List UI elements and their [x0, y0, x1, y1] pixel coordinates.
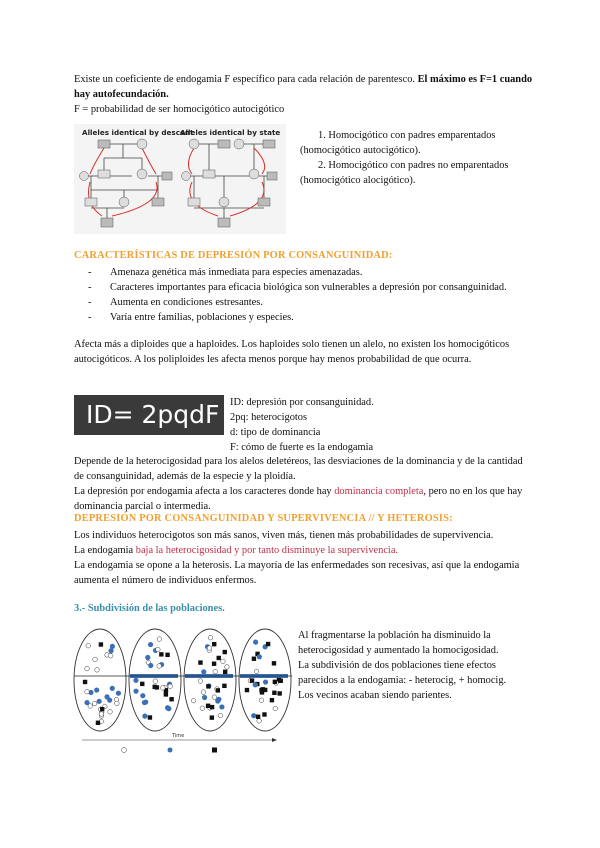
population-dot	[250, 678, 254, 682]
population-dot	[212, 662, 216, 666]
list-item: 2. Homocigótico con padres no emparentados (homocigótico alocigótico).	[300, 160, 509, 186]
population-dot	[133, 689, 138, 694]
population-dot	[253, 682, 258, 687]
pedigree-right-title: Alleles identical by state	[180, 128, 281, 137]
list-item: 1. Homocigótico con padres emparentados (homocigótico autocigótico).	[300, 130, 496, 156]
population-dot	[210, 705, 214, 709]
population-dot	[252, 657, 256, 661]
list-item: - Caracteres importantes para eficacia biológica son vulnerables a depresión por consanguinidad.	[88, 280, 518, 295]
formula-legend	[230, 395, 530, 455]
list-item: - Amenaza genética más inmediata para especies amenazadas.	[88, 265, 518, 280]
population-dot	[168, 684, 173, 689]
f-definition: F = probabilidad de ser homocigótico autocigótico	[74, 104, 285, 115]
population-dot	[85, 666, 90, 671]
population-dot	[212, 695, 217, 700]
population-dot	[99, 642, 103, 646]
population-dot	[260, 690, 264, 694]
legend-item: d: tipo de dominancia	[230, 427, 321, 438]
population-dot	[140, 693, 145, 698]
legend-item: 2pq: heterocigotos	[230, 412, 308, 423]
population-dot	[266, 642, 270, 646]
population-dot	[256, 715, 260, 719]
population-dot	[108, 653, 113, 658]
population-dot	[88, 704, 93, 709]
population-dot	[253, 640, 258, 645]
population-dot	[216, 688, 220, 692]
population-dot	[218, 713, 223, 718]
population-dot	[110, 686, 115, 691]
population-dot	[254, 669, 259, 674]
population-dot	[148, 715, 152, 719]
homozygote-types-list	[300, 128, 540, 188]
subdivision-paragraph: Al fragmentarse la población ha disminuido la heterocigosidad y aumentado la homocigosidad. La subdivisión de dos poblaciones tiene efectos parecidos a la endogamia: - heterocig, + homocig. Los vecinos acaban siendo parientes.	[298, 630, 507, 701]
intro-paragraph: Existe un coeficiente de endogamia F específico para cada relación de parentesco. El máximo es F=1 cuando hay autofecundación.	[74, 74, 533, 100]
population-dot	[85, 689, 90, 694]
population-dot	[104, 694, 109, 699]
population-dot	[198, 679, 203, 684]
population-dot	[201, 690, 206, 695]
population-dot	[200, 706, 205, 711]
population-dot	[206, 704, 210, 708]
characteristics-list	[88, 265, 518, 325]
population-dot	[273, 706, 278, 711]
population-dot	[223, 670, 227, 674]
population-dot	[215, 698, 220, 703]
population-dot	[86, 643, 91, 648]
population-dot	[153, 679, 158, 684]
population-dot	[99, 712, 104, 717]
list-item: - Varía entre familias, poblaciones y especies.	[88, 310, 518, 325]
population-dot	[116, 691, 121, 696]
population-subdivision-figure	[72, 626, 294, 756]
population-dot	[108, 648, 113, 653]
population-dot	[155, 685, 159, 689]
pedigree-left-title: Alleles identical by descent	[82, 128, 194, 137]
dominance-highlight: dominancia completa	[334, 486, 424, 497]
population-dot	[259, 698, 264, 703]
section-heading-subdivision: 3.- Subdivisión de las poblaciones.	[74, 603, 225, 614]
population-dot	[222, 684, 226, 688]
population-dot	[217, 656, 221, 660]
population-dot	[198, 660, 202, 664]
population-dot	[223, 650, 227, 654]
formula-box: ID= 2pqdF	[74, 395, 224, 435]
population-dot	[245, 688, 249, 692]
intro-bold-text: El máximo es F=1 cuando hay autofecundación	[74, 74, 533, 100]
population-dot	[208, 635, 213, 640]
heterosis-paragraph: La endogamia se opone a la heterosis. La mayoría de las enfermedades son recesivas, así que la endogamia aumenta el número de individuos enfermos.	[74, 560, 520, 586]
population-dot	[140, 682, 144, 686]
survival-line: Los individuos heterocigotos son más sanos, viven más, tienen más probabilidades de supervivencia.	[74, 530, 494, 541]
population-dot	[272, 691, 276, 695]
population-dot	[96, 721, 100, 725]
population-dot	[210, 715, 214, 719]
population-dot	[212, 642, 216, 646]
population-dot	[157, 637, 162, 642]
population-dot	[201, 669, 206, 674]
population-dot	[262, 712, 266, 716]
population-dot	[219, 704, 224, 709]
legend-item: F: cómo de fuerte es la endogamia	[230, 442, 374, 453]
population-dot	[166, 706, 171, 711]
population-dot	[95, 668, 100, 673]
inbreeding-line: La endogamia baja la heterocigosidad y por tanto disminuye la supervivencia.	[74, 545, 399, 556]
population-dot	[145, 655, 150, 660]
population-dot	[191, 698, 196, 703]
intro-text: Existe un coeficiente de endogamia F específico para cada relación de parentesco.	[74, 74, 418, 85]
population-dot	[277, 691, 281, 695]
legend-item: ID: depresión por consanguinidad.	[230, 397, 374, 408]
population-dot	[279, 679, 283, 683]
section-heading-survival: DEPRESIÓN POR CONSANGUINIDAD Y SUPERVIVENCIA // Y HETEROSIS:	[74, 513, 453, 524]
time-label: Time	[172, 733, 185, 739]
heterozygosity-paragraph: Depende de la heterocigosidad para los alelos deletéreos, las desviaciones de la dominancia y de la cantidad de consanguinidad, además de la especie y la ploidía.	[74, 456, 523, 482]
population-dot	[133, 678, 138, 683]
population-dot	[257, 719, 262, 724]
population-dot	[225, 665, 230, 670]
population-dot	[202, 695, 207, 700]
survival-highlight: baja la heterocigosidad y por tanto disminuye la supervivencia.	[135, 545, 399, 556]
pedigree-figure	[74, 124, 286, 234]
population-dot	[161, 686, 166, 691]
population-dot	[83, 680, 87, 684]
population-dot	[213, 669, 218, 674]
population-dot	[93, 657, 98, 662]
population-dot	[221, 659, 226, 664]
population-dot	[148, 642, 153, 647]
population-dot	[251, 713, 256, 718]
population-dot	[159, 652, 163, 656]
population-dot	[148, 663, 153, 668]
population-dot	[164, 692, 168, 696]
population-dot	[100, 707, 104, 711]
ploidy-paragraph: Afecta más a diploides que a haploides. Los haploides solo tienen un alelo, no existen los homocigóticos autocigóticos. A los poliploides les afecta menos porque hay menos probabilidad de que ocurra.	[74, 339, 510, 365]
population-dot	[142, 714, 147, 719]
list-item: - Aumenta en condiciones estresantes.	[88, 295, 518, 310]
population-dot	[206, 684, 210, 688]
population-dot	[143, 699, 148, 704]
population-dot	[92, 701, 97, 706]
population-dot	[156, 647, 161, 652]
population-dot	[157, 664, 162, 669]
population-dot	[94, 687, 99, 692]
population-dot	[272, 661, 276, 665]
section-heading-characteristics: CARACTERÍSTICAS DE DEPRESIÓN POR CONSANGUINIDAD:	[74, 250, 393, 261]
population-dot	[165, 653, 169, 657]
population-dot	[270, 698, 274, 702]
population-dot	[257, 654, 262, 659]
population-dot	[115, 701, 120, 706]
population-dot	[97, 699, 102, 704]
population-dot	[207, 646, 212, 651]
population-dot	[169, 697, 173, 701]
population-dot	[273, 680, 277, 684]
population-dot	[110, 644, 115, 649]
dominance-paragraph: La depresión por endogamia afecta a los caracteres donde hay dominancia completa, pero no en los que hay dominancia parcial o intermedia.	[74, 486, 523, 512]
population-dot	[108, 709, 113, 714]
population-dot	[263, 679, 268, 684]
